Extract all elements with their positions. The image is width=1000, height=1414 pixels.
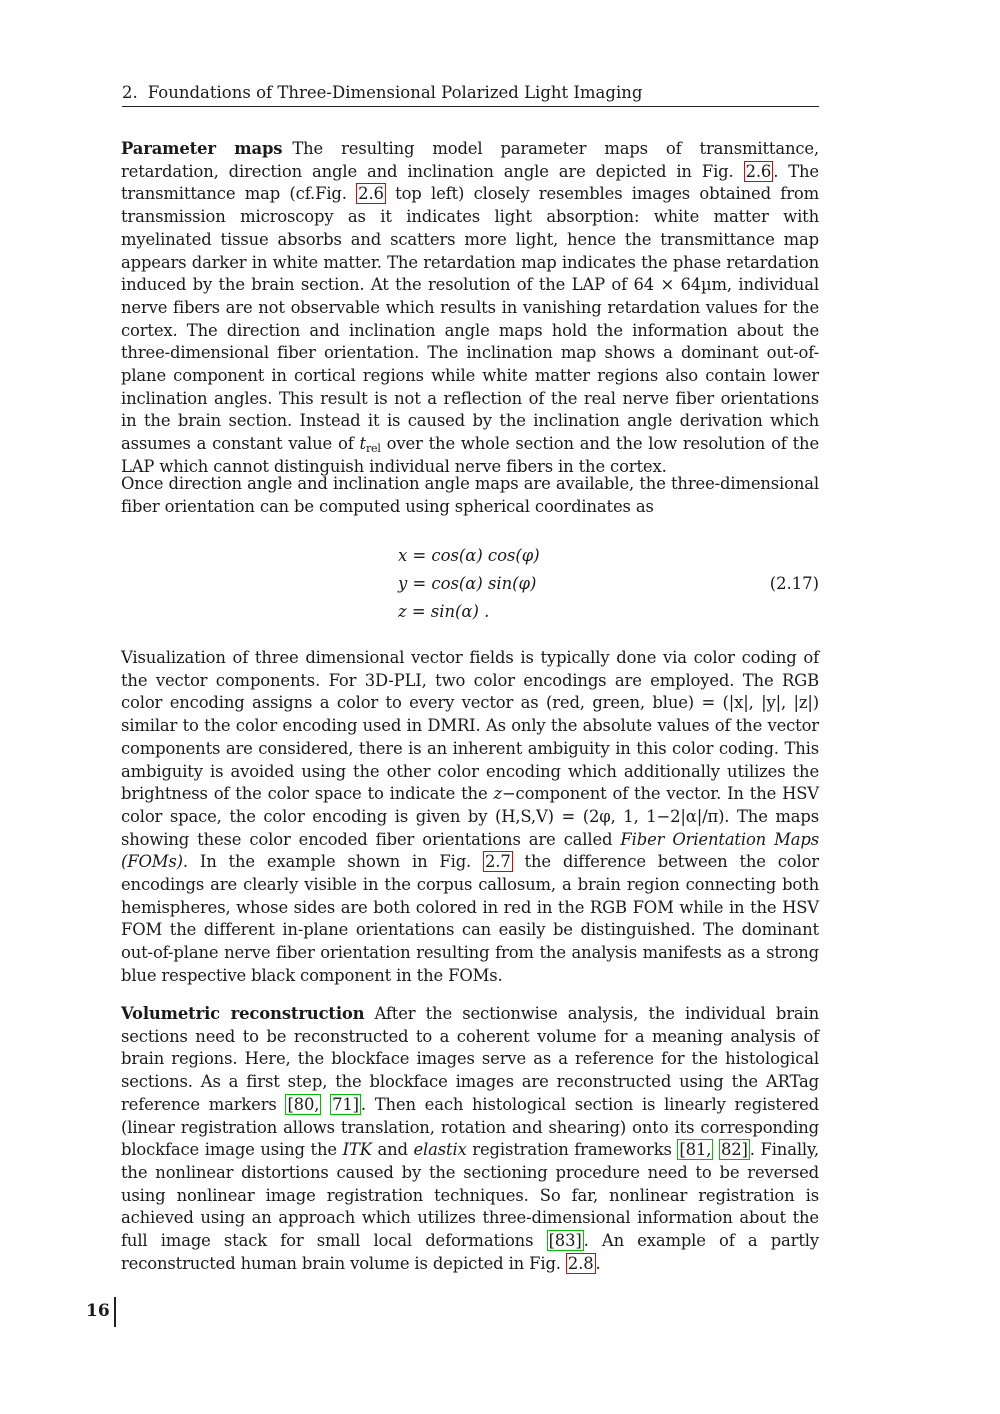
- equation-number: (2.17): [769, 574, 819, 593]
- t-rel-variable: t: [359, 434, 366, 454]
- paragraph-text: . Finally, the nonlinear distortions caused by the sectioning procedure need to be reversed using nonlinear image registration techniques. So far, nonlinear registration is achieved using an approach which utilizes three-dimensional information about the full image stack for small local deformations: [121, 1140, 819, 1251]
- paragraph-text: In the example shown in Fig.: [187, 852, 484, 872]
- paragraph-text: . An example of a partly reconstructed human brain volume is depicted in Fig.: [121, 1231, 819, 1273]
- citation-link-71[interactable]: 71]: [332, 1094, 359, 1114]
- paragraph-text: Visualization of three dimensional vector fields is typically done via color coding of the vector components. For 3D-PLI, two color encodings are employed. The RGB color encoding assigns a color to every vector as (red, green, blue) = (|x|, |y|, |z|) similar to the color encoding used in DMRI. As only the absolute values of the vector components are considered, there is an inherent ambiguity in this color coding. This ambiguity is avoided using the other color encoding which additionally utilizes the brightness of the color space to indicate the: [121, 648, 819, 804]
- parameter-maps-heading: Parameter maps: [121, 139, 283, 158]
- chapter-number: 2.: [122, 83, 138, 102]
- equation-2-17: [398, 542, 819, 626]
- paragraph-text: top left) closely resembles images obtained from transmission microscopy as it indicates light absorption: white matter with myelinated tissue absorbs and scatters more light, hence the transmittance map appears darker in white matter. The retardation map indicates the phase retardation induced by the brain section. At the resolution of the LAP of 64 × 64µm, individual nerve fibers are not observable which results in vanishing retardation values for the cortex. The direction and inclination angle maps hold the information about the three-dimensional fiber orientation. The inclination map shows a dominant out-of-plane component in cortical regions while white matter regions also contain lower inclination angles. This result is not a reflection of the real nerve fiber orientations in the brain section. Instead it is caused by the inclination angle derivation which assumes a constant value of: [121, 184, 819, 454]
- z-variable: z: [493, 784, 502, 804]
- equation-line-y: y = cos(α) sin(φ): [398, 574, 537, 593]
- citation-link-80[interactable]: [80,: [287, 1094, 320, 1114]
- paragraph-text: After the sectionwise analysis, the individual brain sections need to be reconstructed to a coherent volume for a meaning analysis of brain regions. Here, the blockface images serve as a reference for the histological sections. As a first step, the blockface images are reconstructed using the ARTag reference markers: [121, 1004, 819, 1114]
- chapter-title: Foundations of Three-Dimensional Polarized Light Imaging: [147, 83, 643, 102]
- t-rel-subscript: rel: [365, 442, 381, 456]
- parameter-maps-paragraph: [121, 138, 819, 479]
- paragraph-text: .: [595, 1253, 601, 1273]
- paragraph-text: The resulting model parameter maps of transmittance, retardation, direction angle and inclination angle are depicted in Fig.: [121, 139, 819, 181]
- figure-link-2-6-second[interactable]: 2.6: [358, 184, 384, 204]
- page-number-rule: [114, 1297, 116, 1327]
- running-header: [122, 82, 819, 107]
- volumetric-paragraph: [121, 1003, 819, 1275]
- equation-line-x: x = cos(α) cos(φ): [398, 546, 540, 565]
- paragraph-text: the difference between the color encodings are clearly visible in the corpus callosum, a brain region connecting both hemispheres, whose sides are both colored in red in the RGB FOM while in the HSV FOM the different in-plane orientations can easily be distinguished. The dominant out-of-plane nerve fiber orientation resulting from the analysis manifests as a strong blue respective black component in the FOMs.: [121, 852, 819, 985]
- figure-link-2-6[interactable]: 2.6: [745, 161, 772, 181]
- orientation-paragraph: Once direction angle and inclination angle maps are available, the three-dimensional fiber orientation can be computed using spherical coordinates as: [121, 474, 819, 516]
- paragraph-text: −component of the vector. In the HSV color space, the color encoding is given by (H,S,V) = (2φ, 1, 1−2|α|/π). The maps showing these color encoded fiber orientations are called: [121, 784, 819, 849]
- volumetric-heading: Volumetric reconstruction: [121, 1004, 365, 1023]
- citation-link-81[interactable]: [81,: [679, 1140, 712, 1160]
- paragraph-text: . The transmittance map (cf.Fig.: [121, 161, 819, 204]
- elastix-term: elastix: [413, 1140, 467, 1160]
- page-number: 16: [86, 1301, 110, 1321]
- paragraph-text: registration frameworks: [466, 1140, 678, 1160]
- itk-term: ITK: [342, 1140, 372, 1160]
- equation-line-z: z = sin(α) .: [398, 602, 490, 621]
- figure-link-2-8[interactable]: 2.8: [567, 1253, 594, 1273]
- paragraph-text: over the whole section and the low resolution of the LAP which cannot distinguish individual nerve fibers in the cortex.: [121, 434, 819, 476]
- citation-link-82[interactable]: 82]: [720, 1140, 748, 1160]
- figure-link-2-7[interactable]: 2.7: [485, 852, 511, 872]
- fom-term: Fiber Orientation Maps (FOMs).: [121, 829, 819, 872]
- visualization-paragraph: [121, 647, 819, 988]
- citation-link-83[interactable]: [83]: [548, 1231, 582, 1251]
- paragraph-text: and: [371, 1140, 414, 1160]
- paragraph-text: . Then each histological section is linearly registered (linear registration allows translation, rotation and shearing) onto its corresponding blockface image using the: [121, 1094, 819, 1160]
